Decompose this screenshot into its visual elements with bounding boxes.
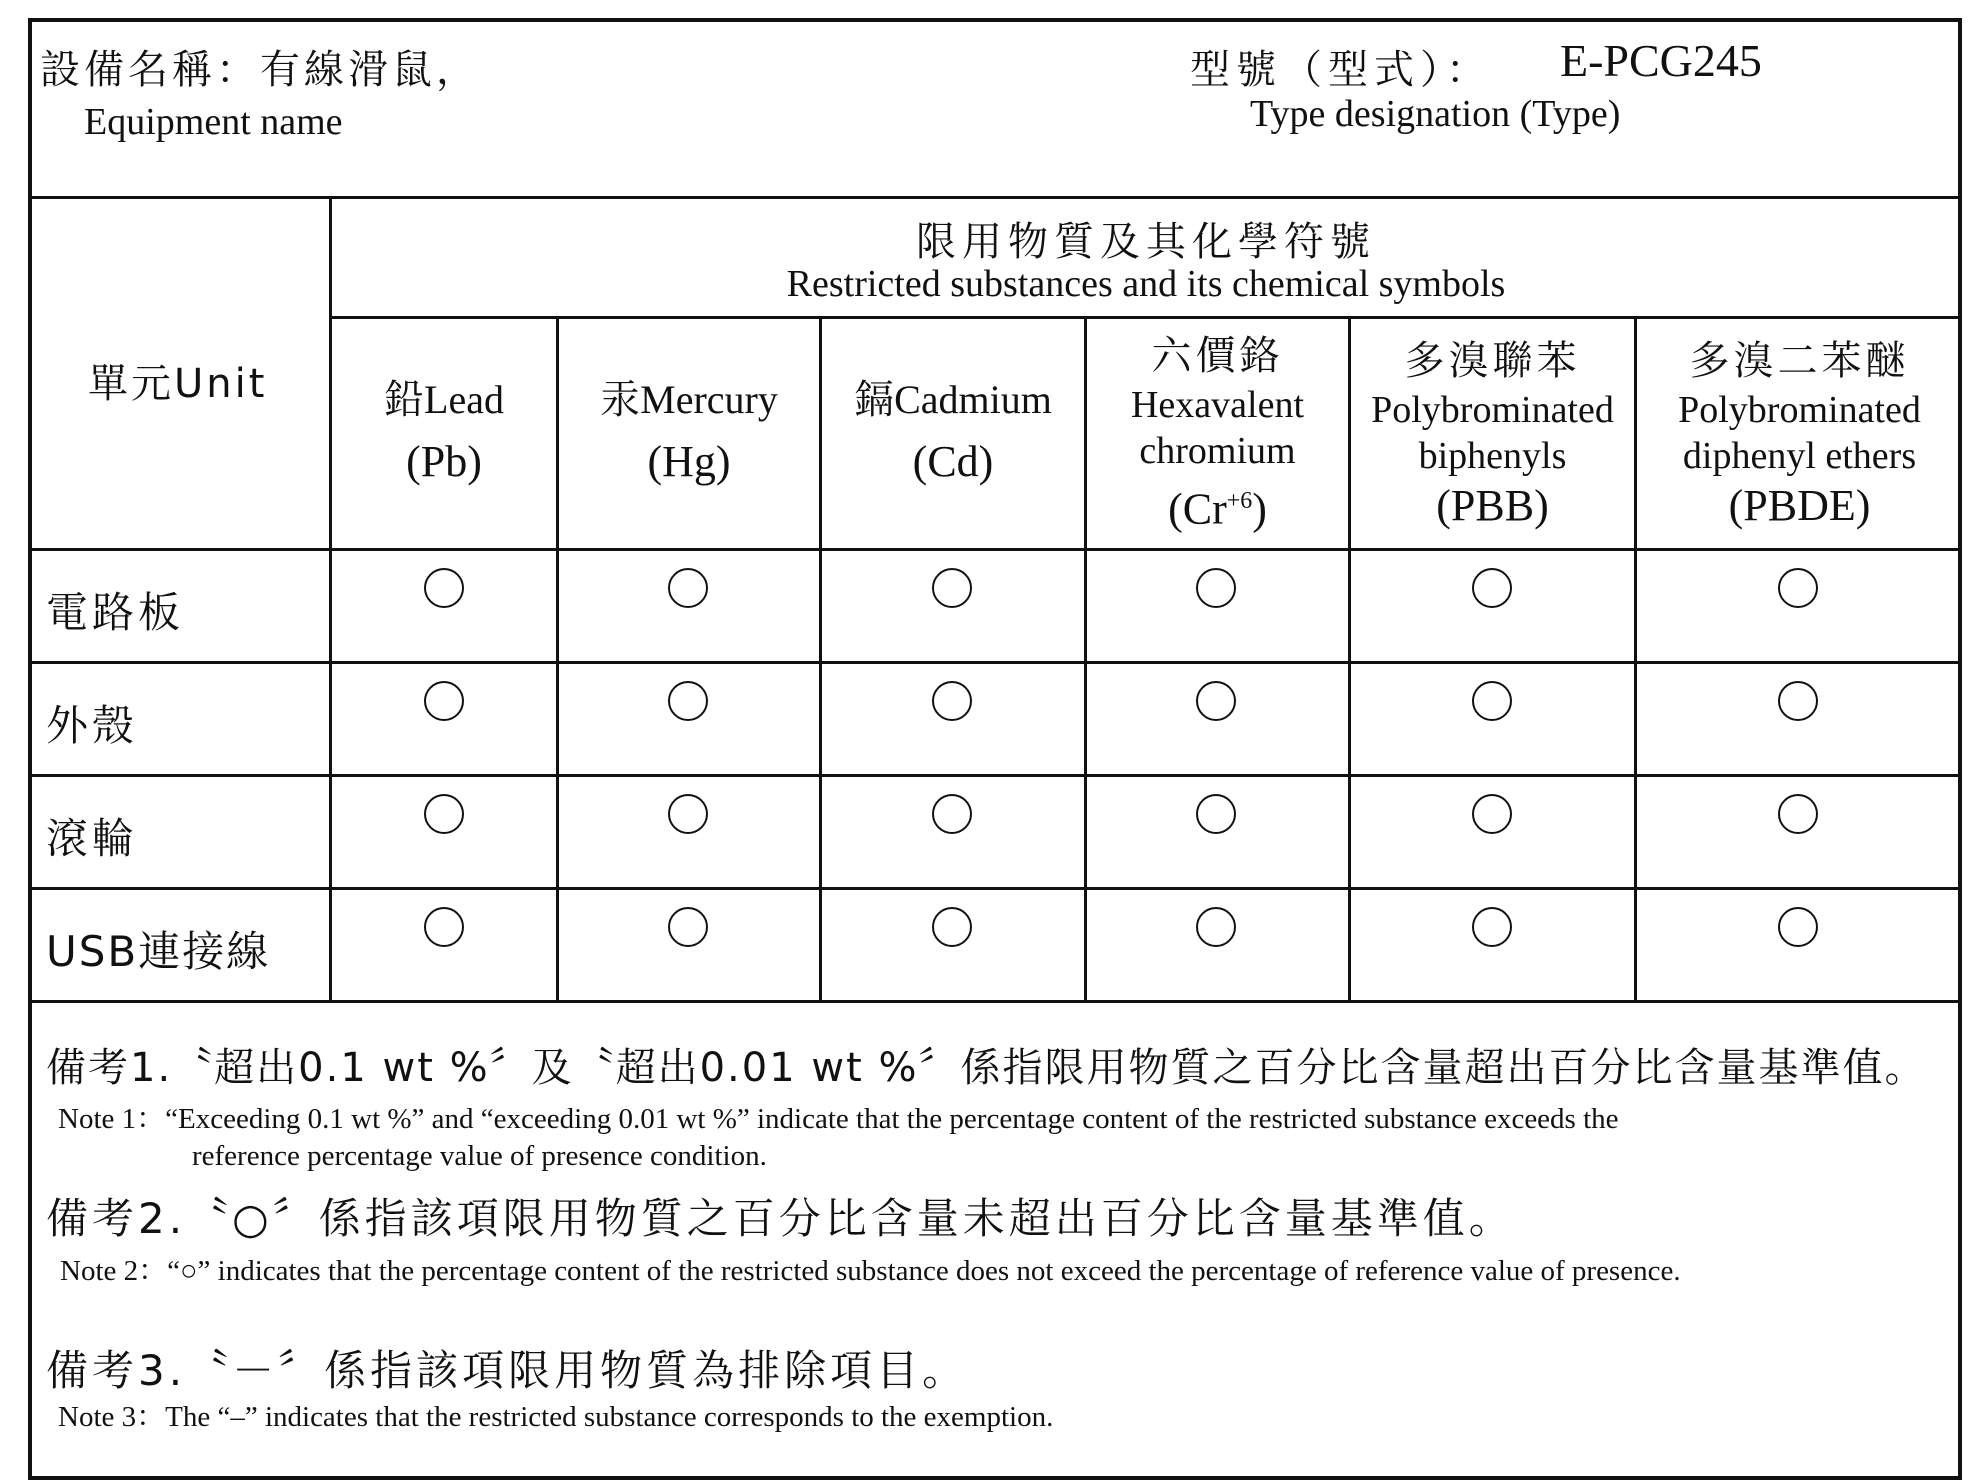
- mercury-zh: 汞: [600, 376, 641, 423]
- cadmium-symbol: (Cd): [912, 436, 994, 486]
- mark-row1-col6: [1778, 568, 1818, 608]
- lead-symbol: (Pb): [406, 436, 482, 486]
- mark-row3-col6: [1778, 794, 1818, 834]
- column-header-pbb: [1351, 319, 1634, 548]
- type-value: E-PCG245: [1560, 35, 1762, 86]
- pbb-zh: 多溴聯苯: [1404, 337, 1581, 384]
- row-divider-1: [28, 661, 1962, 664]
- column-header-hexavalent-chromium: [1087, 319, 1348, 548]
- unit-column-divider: [329, 196, 332, 1003]
- mercury-en: Mercury: [640, 376, 778, 422]
- mark-row4-col4: [1196, 907, 1236, 947]
- row-label-circuit-board: 電路板: [46, 588, 185, 637]
- mark-row1-col2: [668, 568, 708, 608]
- row-divider-2: [28, 774, 1962, 777]
- unit-header: 單元Unit: [88, 361, 268, 407]
- header-divider: [28, 196, 1962, 199]
- chromium-symbol-base: (Cr: [1168, 484, 1227, 534]
- type-label-en: Type designation (Type): [1250, 93, 1621, 135]
- usb-cable-label-text: USB連接線: [46, 927, 271, 976]
- note-1-zh: 備考1.〝超出0.1 wt %〞及〝超出0.01 wt %〞係指限用物質之百分比含量超出百分比含量基準值。: [46, 1045, 1927, 1091]
- chromium-symbol: [1168, 474, 1267, 537]
- mark-row3-col3: [932, 794, 972, 834]
- mark-row2-col4: [1196, 681, 1236, 721]
- row-divider-3: [28, 887, 1962, 890]
- mark-row3-col2: [668, 794, 708, 834]
- mark-row2-col2: [668, 681, 708, 721]
- mark-row3-col4: [1196, 794, 1236, 834]
- mark-row4-col5: [1472, 907, 1512, 947]
- pbde-en2: diphenyl ethers: [1682, 434, 1917, 477]
- cadmium-en: Cadmium: [894, 376, 1052, 422]
- mark-row4-col2: [668, 907, 708, 947]
- chromium-en1: Hexavalent: [1130, 384, 1305, 427]
- mark-row3-col1: [424, 794, 464, 834]
- pbb-en1: Polybrominated: [1371, 388, 1614, 431]
- type-label-zh: 型號（型式）：: [1190, 47, 1492, 93]
- row-label-usb-cable: [46, 919, 270, 979]
- chromium-symbol-end: ): [1252, 484, 1267, 534]
- pbde-en1: Polybrominated: [1678, 388, 1921, 431]
- substances-title-en: Restricted substances and its chemical symbols: [786, 263, 1506, 305]
- mark-row2-col5: [1472, 681, 1512, 721]
- chromium-zh: 六價鉻: [1151, 333, 1284, 380]
- chromium-symbol-sup: +6: [1226, 488, 1253, 515]
- chromium-en2: chromium: [1139, 430, 1296, 473]
- mercury-symbol: (Hg): [647, 436, 731, 486]
- lead-zh: 鉛: [384, 376, 425, 423]
- mark-row2-col6: [1778, 681, 1818, 721]
- header-row-divider: [28, 548, 1962, 551]
- table-bottom-divider: [28, 1000, 1962, 1003]
- note-3-en: Note 3：The “–” indicates that the restricted substance corresponds to the exemption.: [58, 1401, 1054, 1433]
- note-2-en: Note 2：“○” indicates that the percentage content of the restricted substance does not exceed the percentage of reference value of presence.: [60, 1255, 1681, 1287]
- mark-row1-col4: [1196, 568, 1236, 608]
- column-header-lead: [332, 319, 556, 548]
- pbb-en2: biphenyls: [1418, 434, 1567, 477]
- mark-row3-col5: [1472, 794, 1512, 834]
- note-2-zh: 備考2.〝○〞係指該項限用物質之百分比含量未超出百分比含量基準值。: [46, 1194, 1515, 1243]
- mark-row4-col1: [424, 907, 464, 947]
- cadmium-zh: 鎘: [854, 376, 895, 423]
- column-header-cadmium: [822, 319, 1084, 548]
- mark-row2-col1: [424, 681, 464, 721]
- mark-row2-col3: [932, 681, 972, 721]
- note-1-en-line2: reference percentage value of presence condition.: [192, 1140, 767, 1172]
- row-label-housing: 外殼: [46, 701, 139, 750]
- row-label-scroll-wheel: 滾輪: [46, 814, 139, 863]
- column-header-pbde: [1637, 319, 1962, 548]
- note-1-en-line1: Note 1：“Exceeding 0.1 wt %” and “exceeding 0.01 wt %” indicate that the percentage content of the restricted substance exceeds the: [58, 1103, 1619, 1135]
- column-header-mercury: [559, 319, 819, 548]
- mark-row1-col5: [1472, 568, 1512, 608]
- lead-en: Lead: [424, 376, 504, 422]
- substances-title-zh: 限用物質及其化學符號: [916, 219, 1376, 265]
- mark-row4-col6: [1778, 907, 1818, 947]
- equipment-name-zh: 設備名稱：有線滑鼠，: [40, 47, 480, 93]
- mark-row1-col3: [932, 568, 972, 608]
- mark-row1-col1: [424, 568, 464, 608]
- pbde-symbol: (PBDE): [1728, 480, 1871, 530]
- equipment-name-en: Equipment name: [84, 101, 343, 143]
- mark-row4-col3: [932, 907, 972, 947]
- note-3-zh: 備考3.〝－〞係指該項限用物質為排除項目。: [46, 1346, 969, 1395]
- pbb-symbol: (PBB): [1436, 480, 1549, 530]
- pbde-zh: 多溴二苯醚: [1689, 337, 1910, 384]
